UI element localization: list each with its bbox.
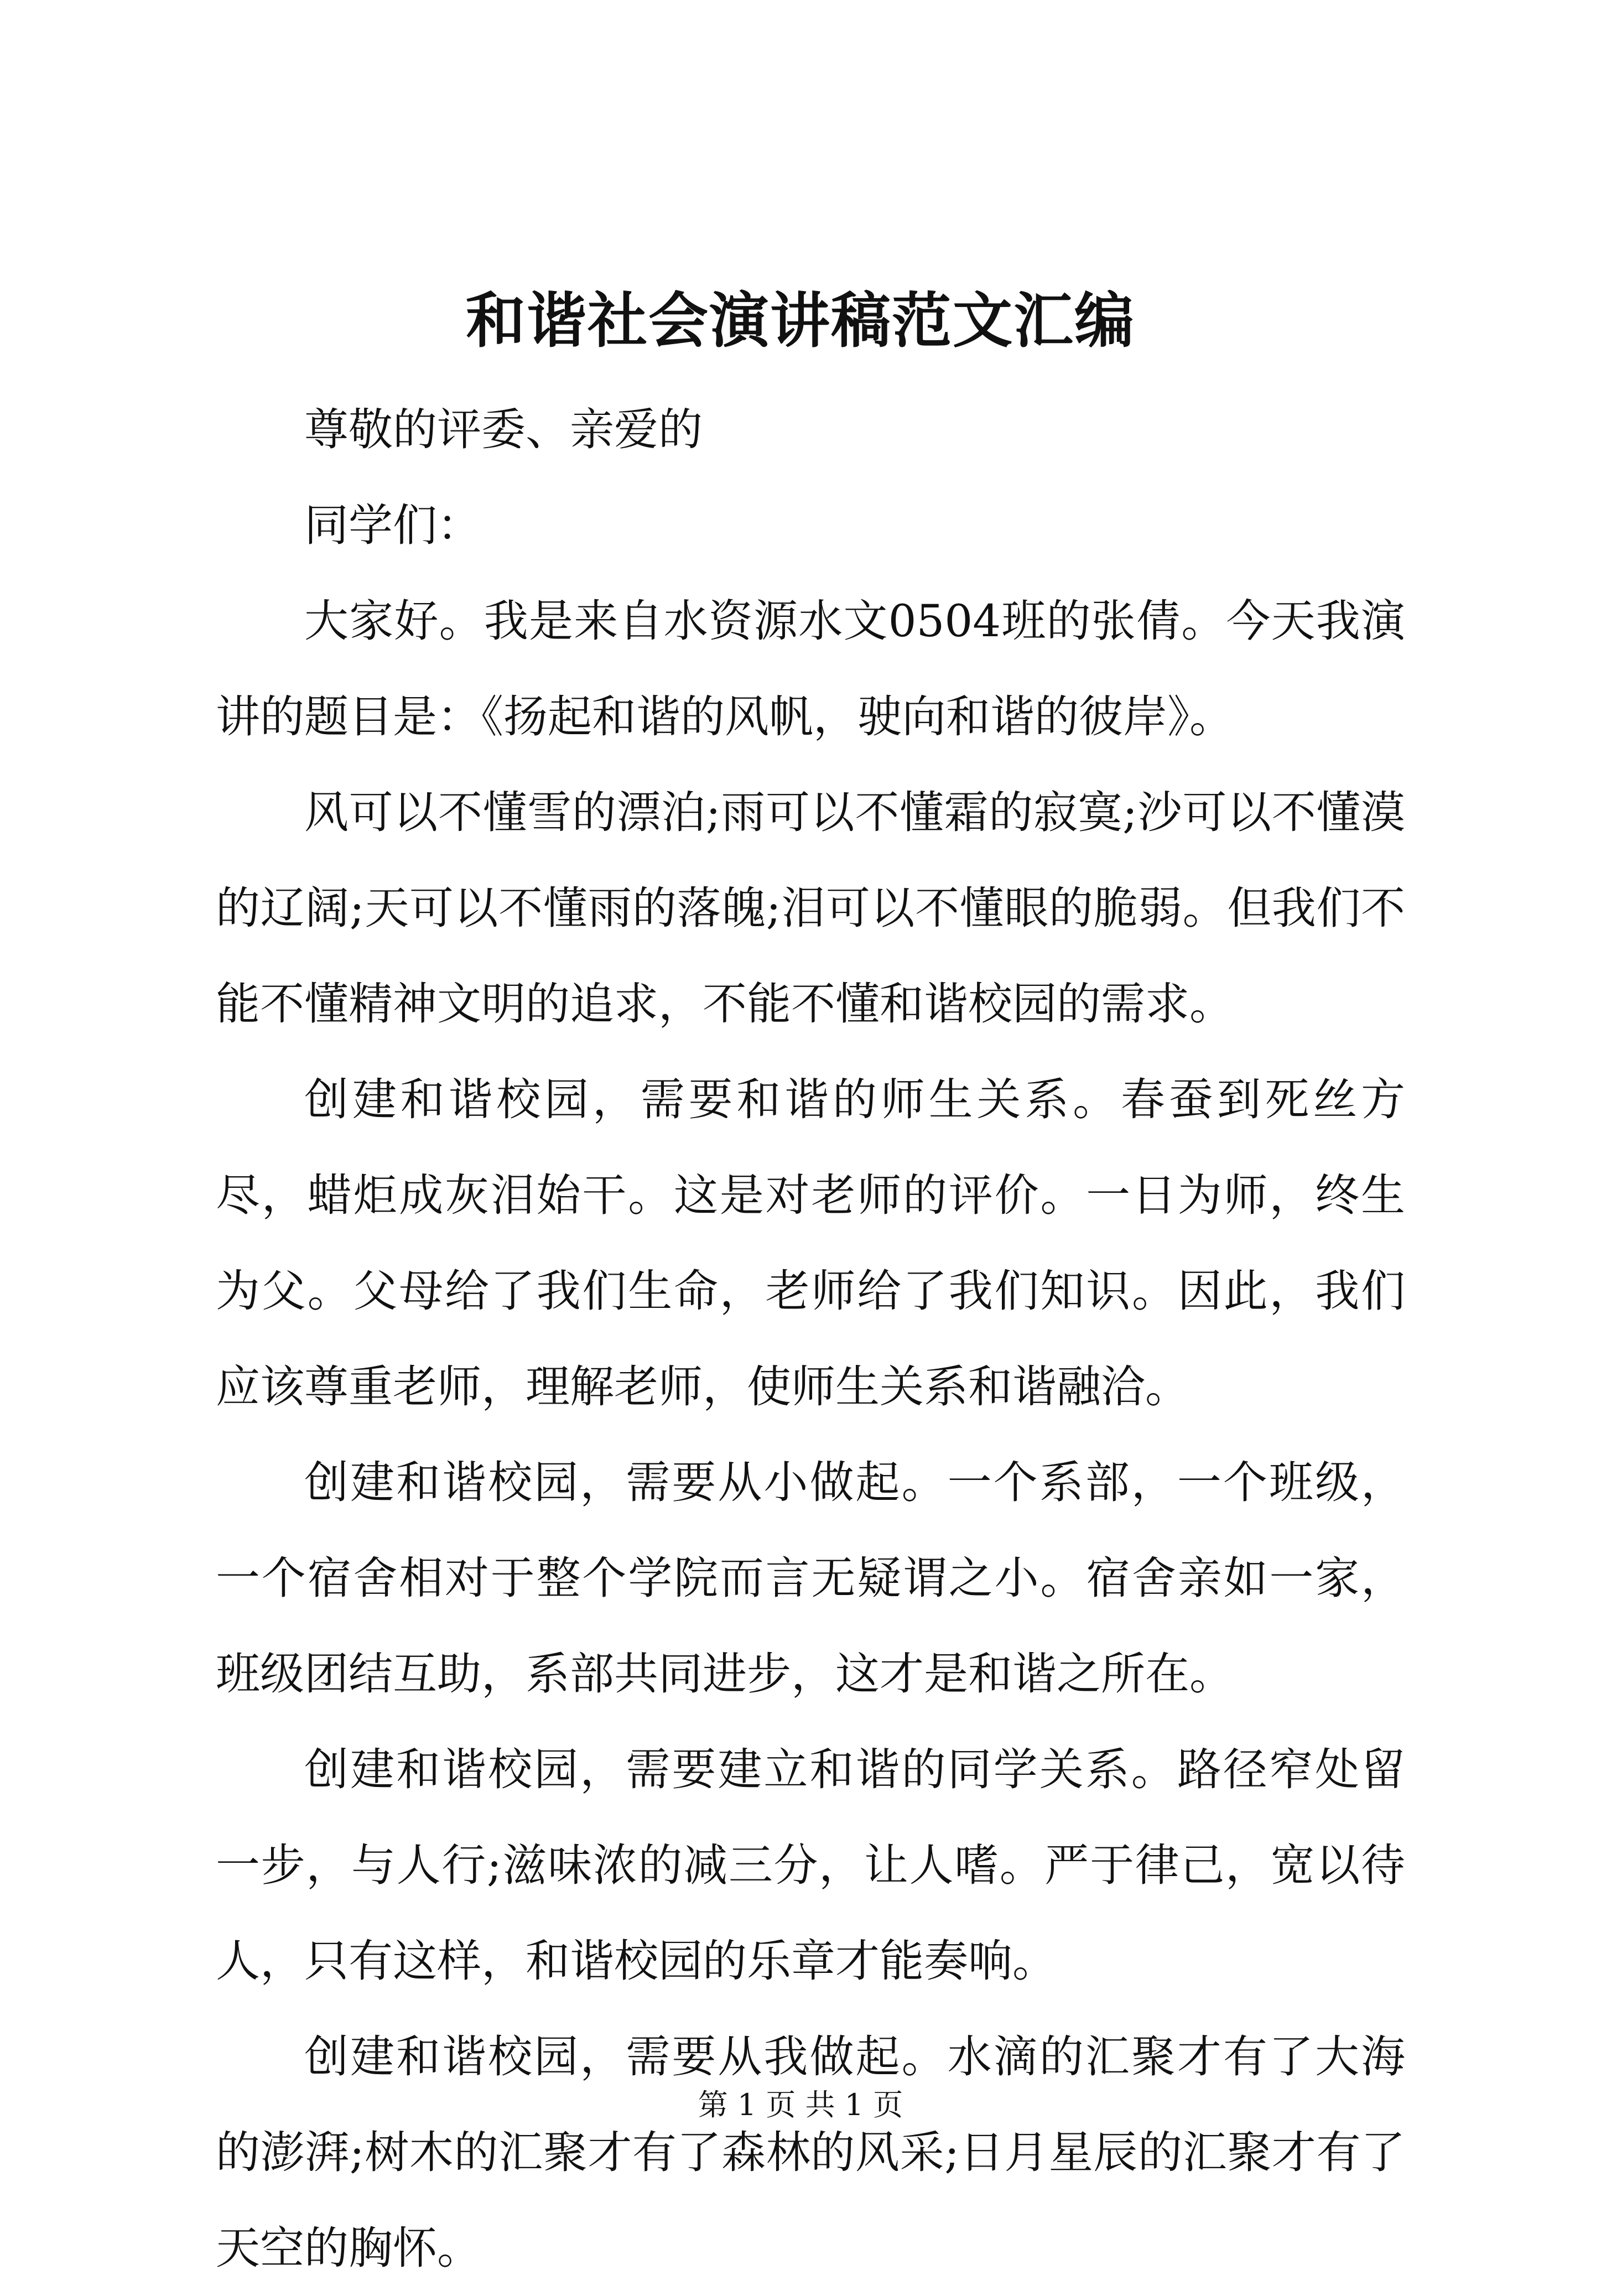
document-body: [216, 382, 1405, 2296]
paragraph-start-with-me: 创建和谐校园，需要从我做起。水滴的汇聚才有了大海的澎湃;树木的汇聚才有了森林的风采;日月星辰的汇聚才有了天空的胸怀。: [216, 2031, 1405, 2274]
paragraph-metaphor: 风可以不懂雪的漂泊;雨可以不懂霜的寂寞;沙可以不懂漠的辽阔;天可以不懂雨的落魄;泪可以不懂眼的脆弱。但我们不能不懂精神文明的追求，不能不懂和谐校园的需求。: [216, 787, 1405, 1030]
paragraph-greeting: 尊敬的评委、亲爱的: [304, 404, 703, 455]
paragraph-introduction: 大家好。我是来自水资源水文0504班的张倩。今天我演讲的题目是：《扬起和谐的风帆，驶向和谐的彼岸》。: [216, 595, 1405, 742]
paragraph-classmates: 创建和谐校园，需要建立和谐的同学关系。路径窄处留一步，与人行;滋味浓的减三分，让人嗜。严于律己，宽以待人，只有这样，和谐校园的乐章才能奏响。: [216, 1744, 1405, 1987]
paragraph-teacher-student: 创建和谐校园，需要和谐的师生关系。春蚕到死丝方尽，蜡炬成灰泪始干。这是对老师的评价。一日为师，终生为父。父母给了我们生命，老师给了我们知识。因此，我们应该尊重老师，理解老师，使师生关系和谐融洽。: [216, 1074, 1405, 1412]
paragraph-start-small: 创建和谐校园，需要从小做起。一个系部，一个班级，一个宿舍相对于整个学院而言无疑谓之小。宿舍亲如一家，班级团结互助，系部共同进步，这才是和谐之所在。: [216, 1457, 1405, 1700]
page-number-footer: 第 1 页 共 1 页: [698, 2087, 903, 2122]
document-title: 和谐社会演讲稿范文汇编: [465, 286, 1135, 356]
paragraph-salutation: 同学们：: [304, 500, 481, 551]
